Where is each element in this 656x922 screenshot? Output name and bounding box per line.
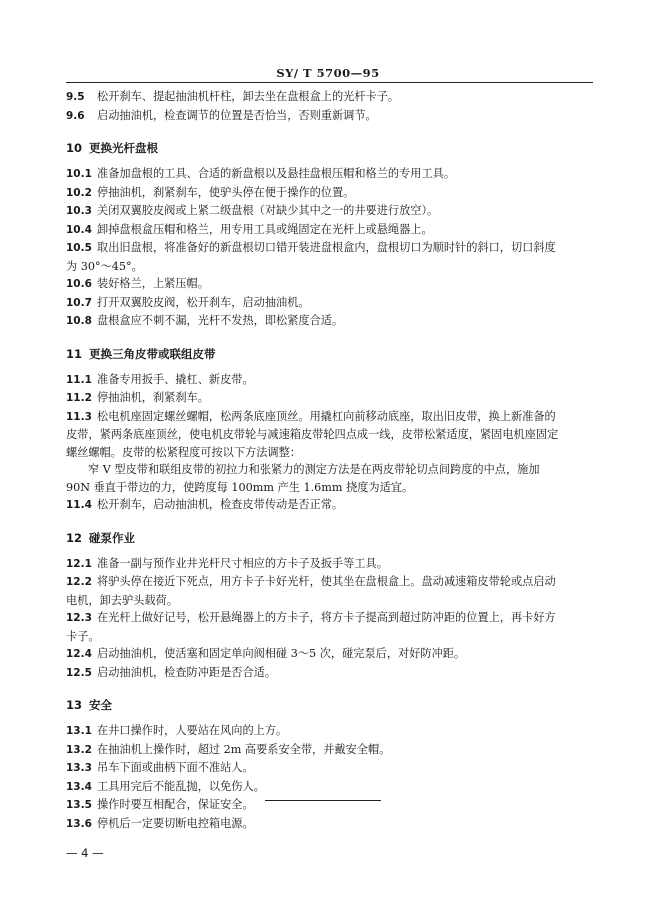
clause-text: 装好格兰，上紧压帽。 xyxy=(97,277,209,290)
section-title: 碰泵作业 xyxy=(89,530,135,545)
clause-number: 11.3 xyxy=(66,410,92,423)
section-number: 10 xyxy=(66,141,83,155)
clause-item xyxy=(66,408,593,462)
clause-item xyxy=(66,722,593,741)
clause-number: 9.5 xyxy=(66,91,85,103)
section-number: 12 xyxy=(66,530,83,545)
section-heading xyxy=(66,529,593,547)
clause-text: 吊车下面或曲柄下面不准站人。 xyxy=(97,761,254,774)
clause-item xyxy=(66,239,593,275)
clause-text: 启动抽油机，使活塞和固定单向阀相碰 3～5 次，碰完泵后，对好防冲距。 xyxy=(97,647,466,660)
clause-text: 在光杆上做好记号，松开悬绳器上的方卡子，将方卡子提高到超过防冲距的位置上，再卡好方 xyxy=(97,611,556,624)
clause-text: 打开双翼胶皮阀，松开刹车，启动抽油机。 xyxy=(97,295,310,309)
clause-item xyxy=(66,184,593,203)
page-number: — 4 — xyxy=(66,846,104,860)
clause-number: 12.2 xyxy=(66,576,92,588)
clause-text: 操作时要互相配合，保证安全。 xyxy=(97,798,254,811)
section-title: 更换光杆盘根 xyxy=(89,141,158,155)
section-number: 11 xyxy=(66,346,83,361)
clause-text: 松开刹车，启动抽油机，检查皮带传动是否正常。 xyxy=(97,498,344,511)
clause-number: 10.4 xyxy=(66,223,92,236)
clause-text: 停抽油机，刹紧刹车，使驴头停在便于操作的位置。 xyxy=(97,185,355,199)
clause-text: 松电机座固定螺丝螺帽，松两条底座顶丝。用撬杠向前移动底座，取出旧皮带，换上新准备的 xyxy=(97,409,556,423)
clause-number: 13.3 xyxy=(66,762,92,774)
clause-number: 10.8 xyxy=(66,315,92,327)
clause-text-continued: 电机，卸去驴头载荷。 xyxy=(66,593,178,607)
section-heading xyxy=(66,345,593,363)
end-rule xyxy=(265,800,381,801)
clause-text: 卸掉盘根盒压帽和格兰，用专用工具或绳固定在光杆上或悬绳器上。 xyxy=(97,222,433,236)
section-heading xyxy=(66,139,593,157)
clause-number: 9.6 xyxy=(66,109,85,122)
clause-item xyxy=(66,275,593,294)
clause-text: 停抽油机，刹紧刹车。 xyxy=(97,391,209,404)
clause-text: 准备一副与预作业井光杆尺寸相应的方卡子及扳手等工具。 xyxy=(97,556,388,570)
clause-text-continued: 为 30°～45°。 xyxy=(66,259,143,273)
clause-text: 停机后一定要切断电控箱电源。 xyxy=(97,816,254,830)
clause-item xyxy=(66,778,593,797)
clause-item xyxy=(66,741,593,760)
clause-item xyxy=(66,88,593,107)
clause-number: 11.4 xyxy=(66,499,92,511)
clause-number: 13.5 xyxy=(66,799,92,811)
section-title: 更换三角皮带或联组皮带 xyxy=(89,346,216,361)
clause-text-continued: 90N 垂直于带边的力，使跨度每 100mm 产生 1.6mm 挠度为适宜。 xyxy=(66,480,414,494)
clause-item xyxy=(66,496,593,515)
clause-text: 关闭双翼胶皮阀或上紧二级盘根（对缺少其中之一的井要进行放空）。 xyxy=(97,204,439,217)
clause-item xyxy=(66,645,593,664)
clause-number: 10.1 xyxy=(66,168,92,180)
standard-code: SY/ T 5700—95 xyxy=(276,66,380,80)
clause-text: 工具用完后不能乱抛，以免伤人。 xyxy=(97,779,265,793)
clause-item xyxy=(66,312,593,331)
header-rule xyxy=(66,82,593,83)
clause-number: 10.5 xyxy=(66,242,92,254)
clause-item xyxy=(66,664,593,683)
clause-note xyxy=(66,461,593,496)
clause-item xyxy=(66,371,593,390)
clause-item xyxy=(66,107,593,126)
clause-number: 11.2 xyxy=(66,392,92,404)
clause-text: 取出旧盘根，将准备好的新盘根切口错开装进盘根盒内，盘根切口为顺时针的斜口，切口斜度 xyxy=(97,241,556,254)
clause-item xyxy=(66,573,593,609)
section-title: 安全 xyxy=(89,698,112,712)
clause-item xyxy=(66,815,593,834)
clause-item xyxy=(66,389,593,408)
section-number: 13 xyxy=(66,698,83,712)
clause-item xyxy=(66,609,593,645)
clause-number: 12.5 xyxy=(66,666,92,679)
clause-text-continued: 皮带，紧两条底座顶丝，使电机皮带轮与减速箱皮带轮四点成一线，皮带松紧适度，紧固电机座固定 xyxy=(66,428,559,441)
clause-text: 启动抽油机，检查防冲距是否合适。 xyxy=(97,665,277,679)
clause-item xyxy=(66,555,593,574)
clause-number: 13.6 xyxy=(66,817,92,830)
clause-item xyxy=(66,294,593,313)
clause-text: 在抽油机上操作时，超过 2m 高要系安全带，并戴安全帽。 xyxy=(97,742,391,756)
clause-number: 13.1 xyxy=(66,725,92,737)
clause-text: 启动抽油机，检查调节的位置是否恰当，否则重新调节。 xyxy=(97,108,377,122)
clause-text: 准备加盘根的工具、合适的新盘根以及悬挂盘根压帽和格兰的专用工具。 xyxy=(97,167,456,180)
clause-number: 12.4 xyxy=(66,648,92,660)
clause-number: 11.1 xyxy=(66,373,92,386)
clause-text: 准备专用扳手、撬杠、新皮带。 xyxy=(97,372,254,386)
clause-number: 10.6 xyxy=(66,278,92,290)
section-heading xyxy=(66,696,593,714)
clause-text: 将驴头停在接近下死点，用方卡子卡好光杆，使其坐在盘根盒上。盘动减速箱皮带轮或点启动 xyxy=(97,575,556,588)
clause-item xyxy=(66,202,593,221)
clause-item xyxy=(66,759,593,778)
clause-text: 盘根盒应不刺不漏，光杆不发热，即松紧度合适。 xyxy=(97,314,344,327)
clause-number: 10.3 xyxy=(66,205,92,217)
clause-item xyxy=(66,221,593,240)
clause-text: 松开刹车、提起抽油机杆柱，卸去坐在盘根盒上的光杆卡子。 xyxy=(97,90,400,103)
clause-number: 13.4 xyxy=(66,780,92,793)
clause-text: 在井口操作时，人要站在风向的上方。 xyxy=(97,724,288,737)
clause-number: 13.2 xyxy=(66,743,92,756)
clause-text-continued: 螺丝螺帽。皮带的松紧程度可按以下方法调整： xyxy=(66,445,301,459)
clause-item xyxy=(66,165,593,184)
clause-number: 10.2 xyxy=(66,186,92,199)
clause-item xyxy=(66,796,593,815)
clause-text: 窄 V 型皮带和联组皮带的初拉力和张紧力的测定方法是在两皮带轮切点间跨度的中点，施加 xyxy=(88,463,540,476)
clause-number: 12.1 xyxy=(66,557,92,570)
clause-text-continued: 卡子。 xyxy=(66,629,100,643)
clause-number: 10.7 xyxy=(66,296,92,309)
document-body xyxy=(66,88,593,833)
clause-number: 12.3 xyxy=(66,612,92,624)
